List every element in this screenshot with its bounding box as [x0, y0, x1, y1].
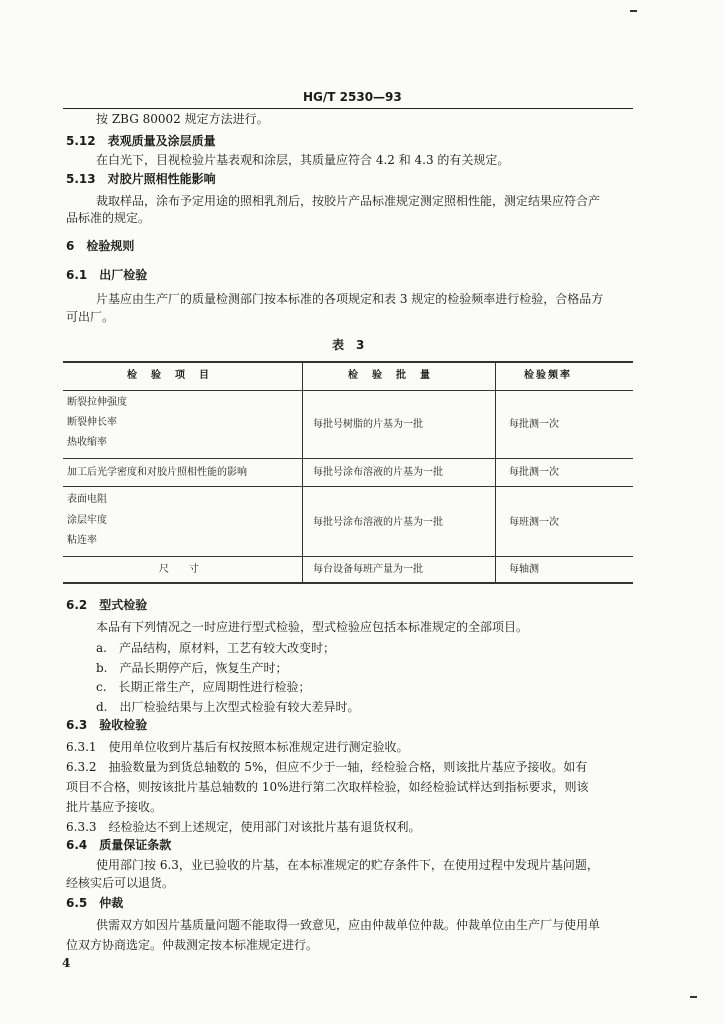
table-header-rule [63, 390, 633, 391]
table-header-batch: 检 验 批 量 [348, 370, 432, 381]
paragraph: 使用部门按 6.3，业已验收的片基，在本标准规定的贮存条件下，在使用过程中发现片基问题， [96, 858, 599, 872]
table-cell-batch: 每批号树脂的片基为一批 [313, 419, 423, 430]
paragraph: 品标准的规定。 [66, 211, 151, 225]
section-heading-5-13: 5.13 对胶片照相性能影响 [66, 172, 216, 186]
section-heading-6-4: 6.4 质量保证条款 [66, 838, 172, 852]
table-cell-item: 断裂拉伸强度 [67, 397, 127, 408]
table-cell-item: 表面电阻 [67, 494, 107, 505]
paragraph: 6.3.2 抽验数量为到货总轴数的 5%，但应不少于一轴，经检验合格，则该批片基应予接收。如有 [66, 760, 588, 774]
inspection-table [63, 361, 633, 584]
section-heading-6: 6 检验规则 [66, 239, 135, 253]
table-cell-frequency: 每批测一次 [509, 467, 559, 478]
paragraph: 项目不合格，则按该批片基总轴数的 10%进行第二次取样检验，如经检验试样达到指标要求，则该 [66, 780, 589, 794]
table-bottom-rule [63, 582, 633, 584]
table-cell-item: 加工后光学密度和对胶片照相性能的影响 [67, 467, 247, 478]
standard-code-header: HG/T 2530—93 [303, 90, 402, 104]
table-cell-item: 断裂伸长率 [67, 417, 117, 428]
table-top-rule [63, 361, 633, 363]
paragraph: 6.3.1 使用单位收到片基后有权按照本标准规定进行测定验收。 [66, 740, 409, 754]
table-column-rule [495, 361, 496, 584]
table-row-rule [63, 458, 633, 459]
table-header-item: 检 验 项 目 [127, 370, 211, 381]
list-item: a. 产品结构，原材料，工艺有较大改变时； [96, 641, 335, 655]
paragraph: 片基应由生产厂的质量检测部门按本标准的各项规定和表 3 规定的检验频率进行检验，合格品方 [96, 292, 604, 306]
corner-mark-top [630, 10, 637, 12]
table-header-frequency: 检验频率 [524, 370, 572, 381]
table-row-rule [63, 556, 633, 557]
table-row-rule [63, 486, 633, 487]
corner-mark-bottom [690, 996, 697, 998]
paragraph: 裁取样品，涂布予定用途的照相乳剂后，按胶片产品标准规定测定照相性能，测定结果应符合产 [96, 194, 601, 208]
paragraph: 批片基应予接收。 [66, 800, 163, 814]
table-cell-frequency: 每班测一次 [509, 517, 559, 528]
table-caption: 表 3 [332, 338, 365, 352]
paragraph: 供需双方如因片基质量问题不能取得一致意见，应由仲裁单位仲裁。仲裁单位由生产厂与使用单 [96, 918, 601, 932]
list-item: b. 产品长期停产后，恢复生产时； [96, 661, 288, 675]
paragraph: 6.3.3 经检验达不到上述规定，使用部门对该批片基有退货权利。 [66, 820, 421, 834]
paragraph: 位双方协商选定。仲裁测定按本标准规定进行。 [66, 938, 319, 952]
section-heading-6-2: 6.2 型式检验 [66, 598, 148, 612]
list-item: c. 长期正常生产，应周期性进行检验； [96, 680, 311, 694]
table-cell-frequency: 每轴测 [509, 564, 539, 575]
table-cell-item: 粘连率 [67, 535, 97, 546]
page-number: 4 [62, 956, 71, 970]
table-cell-batch: 每批号涂布溶液的片基为一批 [313, 467, 443, 478]
paragraph: 经核实后可以退货。 [66, 876, 175, 890]
paragraph: 在白光下，目视检验片基表观和涂层，其质量应符合 4.2 和 4.3 的有关规定。 [96, 153, 510, 167]
table-column-rule [302, 361, 303, 584]
table-cell-batch: 每批号涂布溶液的片基为一批 [313, 517, 443, 528]
table-cell-item: 涂层牢度 [67, 515, 107, 526]
list-item: d. 出厂检验结果与上次型式检验有较大差异时。 [96, 700, 360, 714]
paragraph: 本品有下列情况之一时应进行型式检验，型式检验应包括本标准规定的全部项目。 [96, 620, 529, 634]
table-cell-item: 热收缩率 [67, 437, 107, 448]
section-heading-6-5: 6.5 仲裁 [66, 896, 124, 910]
table-cell-frequency: 每批测一次 [509, 419, 559, 430]
section-heading-5-12: 5.12 表观质量及涂层质量 [66, 134, 216, 148]
table-cell-item: 尺 寸 [159, 564, 199, 575]
paragraph: 按 ZBG 80002 规定方法进行。 [96, 112, 269, 126]
paragraph: 可出厂。 [66, 310, 115, 324]
section-heading-6-3: 6.3 验收检验 [66, 718, 148, 732]
header-rule [63, 108, 633, 109]
table-cell-batch: 每台设备每班产量为一批 [313, 564, 423, 575]
section-heading-6-1: 6.1 出厂检验 [66, 268, 148, 282]
